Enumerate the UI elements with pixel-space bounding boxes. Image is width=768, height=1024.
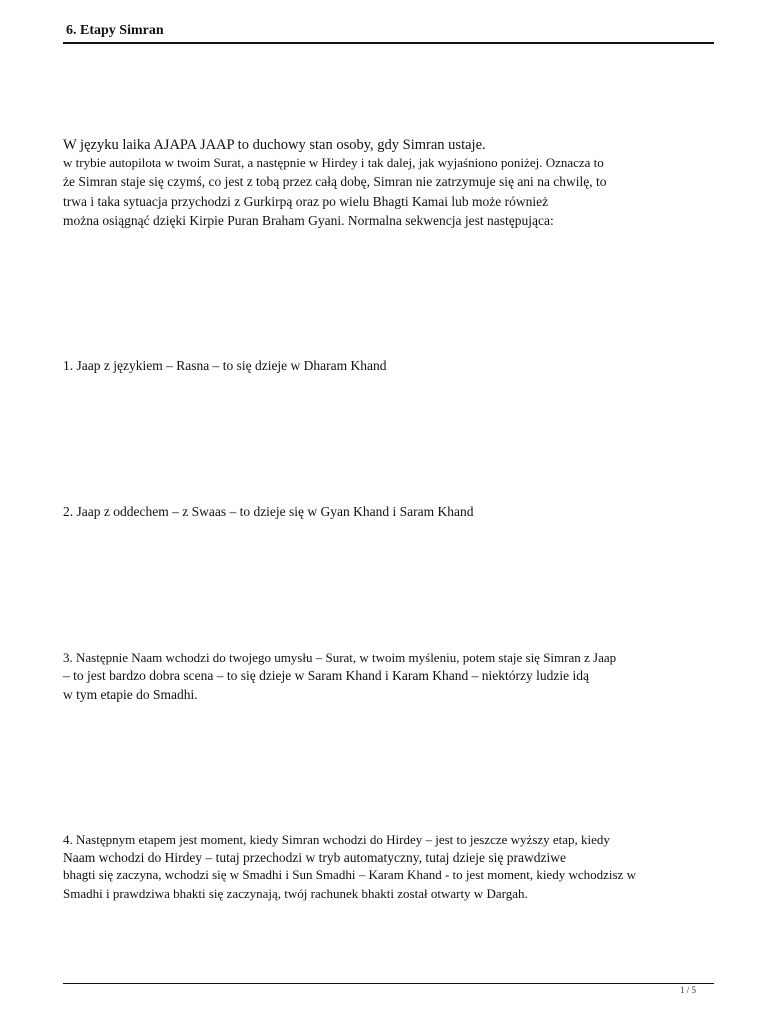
stage-1-line: 1. Jaap z językiem – Rasna – to się dzieje w Dharam Khand [63, 358, 387, 373]
stage-3-line: w tym etapie do Smadhi. [63, 687, 198, 702]
stage-4-line: 4. Następnym etapem jest moment, kiedy Simran wchodzi do Hirdey – jest to jeszcze wyższy etap, kiedy [63, 832, 610, 847]
stage-4-line: Smadhi i prawdziwa bhakti się zaczynają, twój rachunek bhakti został otwarty w Dargah. [63, 886, 528, 901]
header-divider [63, 42, 714, 44]
intro-line: można osiągnąć dzięki Kirpie Puran Braham Gyani. Normalna sekwencja jest następująca: [63, 213, 554, 228]
stage-2-line: 2. Jaap z oddechem – z Swaas – to dzieje się w Gyan Khand i Saram Khand [63, 504, 474, 519]
intro-line: trwa i taka sytuacja przychodzi z Gurkirpą oraz po wielu Bhagti Kamai lub może również [63, 194, 549, 209]
footer-divider [63, 983, 714, 984]
page-title: 6. Etapy Simran [66, 23, 164, 38]
intro-line: w trybie autopilota w twoim Surat, a następnie w Hirdey i tak dalej, jak wyjaśniono poniżej. Oznacza to [63, 155, 604, 170]
intro-line: W języku laika AJAPA JAAP to duchowy stan osoby, gdy Simran ustaje. [63, 137, 486, 153]
stage-3-line: – to jest bardzo dobra scena – to się dzieje w Saram Khand i Karam Khand – niektórzy ludzie idą [63, 668, 589, 683]
stage-3-line: 3. Następnie Naam wchodzi do twojego umysłu – Surat, w twoim myśleniu, potem staje się Simran z Jaap [63, 650, 617, 665]
stage-4-line: Naam wchodzi do Hirdey – tutaj przechodzi w tryb automatyczny, tutaj dzieje się prawdziwe [63, 850, 566, 865]
intro-line: że Simran staje się czymś, co jest z tobą przez całą dobę, Simran nie zatrzymuje się ani na chwilę, to [63, 174, 607, 189]
stage-4-line: bhagti się zaczyna, wchodzi się w Smadhi i Sun Smadhi – Karam Khand - to jest moment, kiedy wchodzisz w [63, 867, 636, 882]
page-number: 1 / 5 [680, 985, 697, 995]
